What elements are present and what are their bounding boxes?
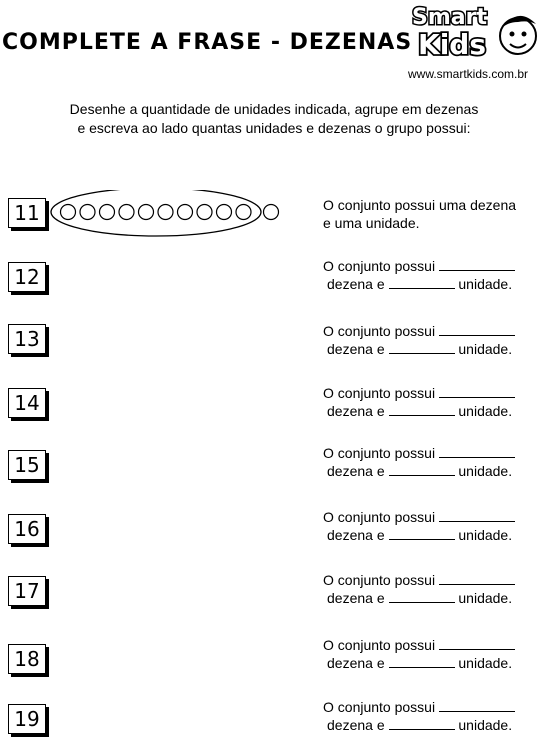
unit-circle xyxy=(178,205,193,220)
page-title: COMPLETE A FRASE - DEZENAS xyxy=(2,30,413,55)
number-box: 16 xyxy=(8,514,46,544)
answer-blank[interactable] xyxy=(439,572,515,585)
number-box: 18 xyxy=(8,644,46,674)
number-box: 12 xyxy=(8,262,46,292)
unit-circle xyxy=(100,205,115,220)
example-line1: O conjunto possui uma dezena xyxy=(323,197,517,213)
number-box: 13 xyxy=(8,324,46,354)
answer-blank[interactable] xyxy=(389,527,455,540)
answer-blank[interactable] xyxy=(439,258,515,271)
svg-text:Smart: Smart xyxy=(412,5,487,30)
exercise-text: O conjunto possui dezena e unidade. xyxy=(323,322,515,358)
unit-circle xyxy=(236,205,251,220)
exercise-text: O conjunto possui dezena e unidade. xyxy=(323,257,515,293)
answer-blank[interactable] xyxy=(389,276,455,289)
answer-blank[interactable] xyxy=(439,385,515,398)
example-line2: e uma unidade. xyxy=(323,215,420,231)
number-box: 11 xyxy=(8,198,46,228)
dezena-group-ellipse xyxy=(51,190,261,236)
instructions-line2: e escreva ao lado quantas unidades e dezenas o grupo possui: xyxy=(77,120,471,136)
exercise-text: O conjunto possui dezena e unidade. xyxy=(323,698,515,734)
answer-blank[interactable] xyxy=(389,463,455,476)
exercise-text: O conjunto possui dezena e unidade. xyxy=(323,444,515,480)
answer-blank[interactable] xyxy=(389,655,455,668)
number-box: 15 xyxy=(8,450,46,480)
exercise-text: O conjunto possui dezena e unidade. xyxy=(323,508,515,544)
answer-blank[interactable] xyxy=(439,637,515,650)
answer-blank[interactable] xyxy=(439,699,515,712)
svg-text:Kids: Kids xyxy=(418,28,487,61)
answer-blank[interactable] xyxy=(389,590,455,603)
unit-circle xyxy=(80,205,95,220)
answer-blank[interactable] xyxy=(389,403,455,416)
answer-blank[interactable] xyxy=(389,717,455,730)
number-box: 17 xyxy=(8,576,46,606)
example-text xyxy=(323,196,516,232)
website-url: www.smartkids.com.br xyxy=(408,67,529,81)
answer-blank[interactable] xyxy=(439,509,515,522)
answer-blank[interactable] xyxy=(439,323,515,336)
unit-circle xyxy=(217,205,232,220)
unit-circle xyxy=(139,205,154,220)
unit-circle xyxy=(61,205,76,220)
unit-circle xyxy=(197,205,212,220)
instructions-line1: Desenhe a quantidade de unidades indicada, agrupe em dezenas xyxy=(69,101,479,117)
number-box: 19 xyxy=(8,704,46,734)
exercise-text: O conjunto possui dezena e unidade. xyxy=(323,384,515,420)
unit-circle xyxy=(119,205,134,220)
unit-circle xyxy=(264,205,279,220)
answer-blank[interactable] xyxy=(439,445,515,458)
number-box: 14 xyxy=(8,388,46,418)
unit-circle xyxy=(158,205,173,220)
example-drawing xyxy=(48,190,288,244)
exercise-text: O conjunto possui dezena e unidade. xyxy=(323,636,515,672)
exercise-text: O conjunto possui dezena e unidade. xyxy=(323,571,515,607)
answer-blank[interactable] xyxy=(389,341,455,354)
